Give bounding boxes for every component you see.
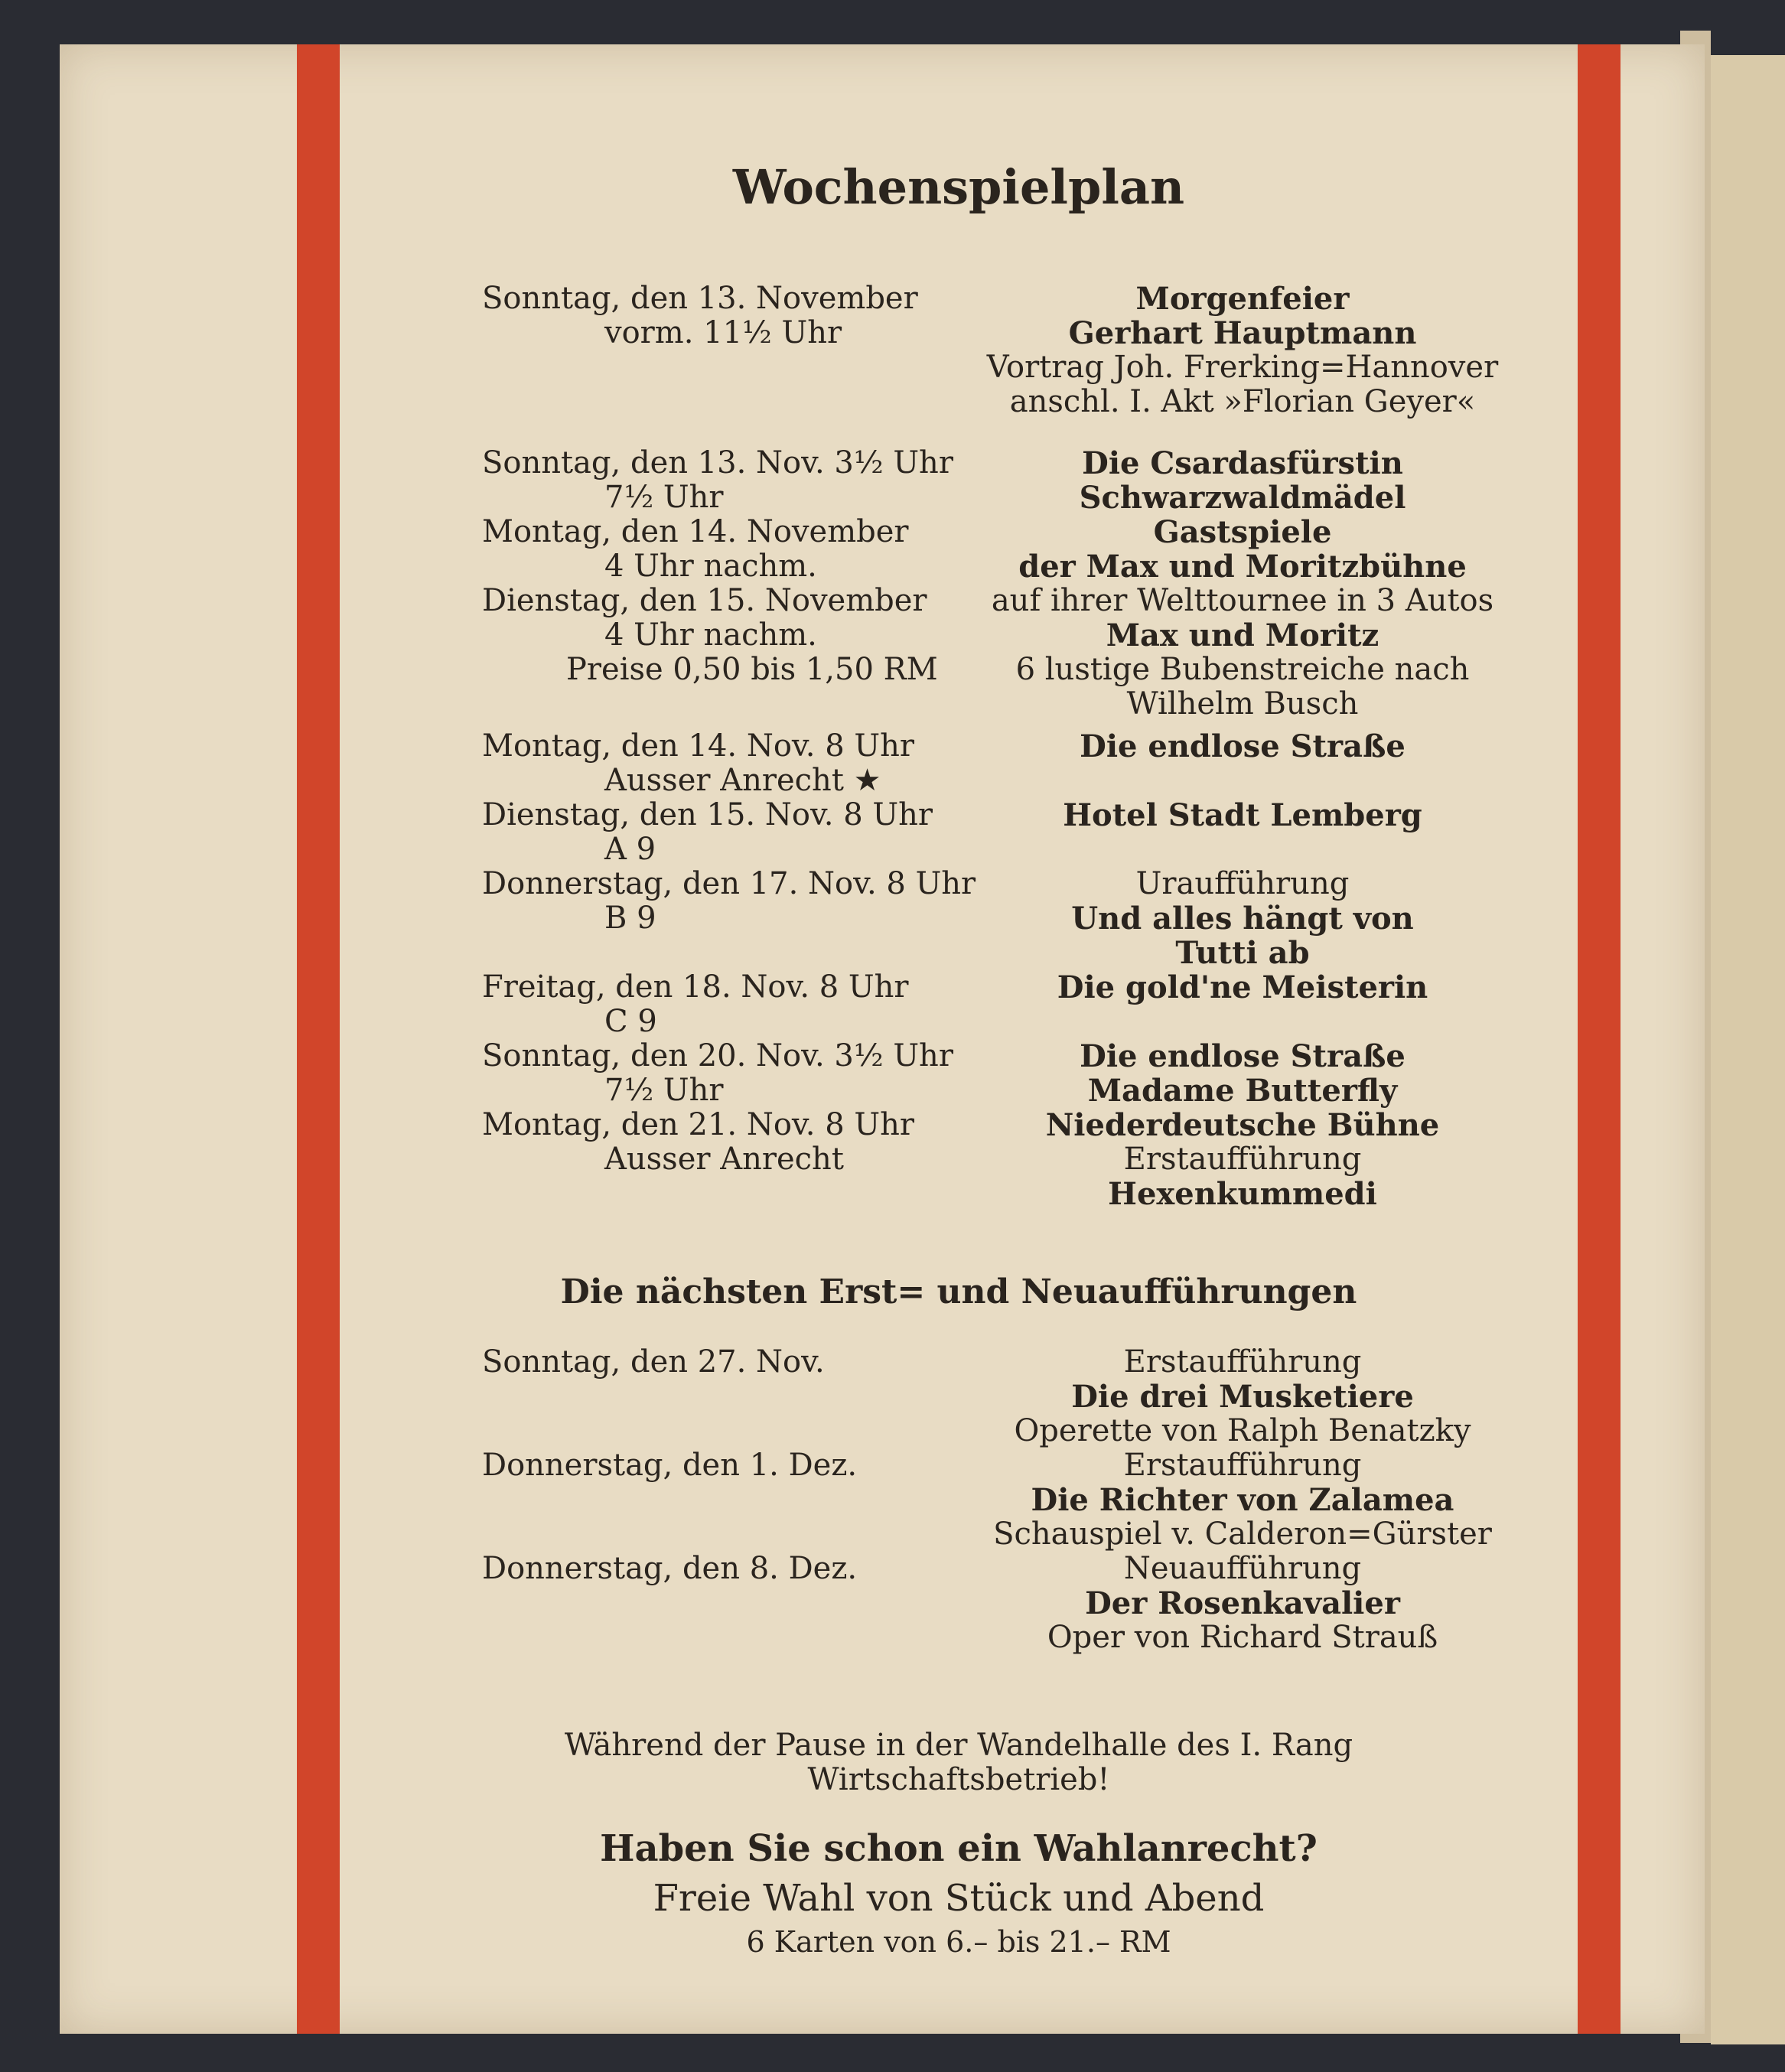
- notice-line-1: Während der Pause in der Wandelhalle des I. Rang: [564, 1728, 1353, 1763]
- program-line: 6 lustige Bubenstreiche nach: [1015, 652, 1470, 687]
- schedule-date: [482, 970, 1018, 1039]
- program-line: Die endlose Straße: [1080, 728, 1406, 764]
- schedule-date: [482, 867, 1018, 936]
- schedule-date-line: 7½ Uhr: [604, 1073, 724, 1108]
- program-line: Die endlose Straße: [1080, 1038, 1406, 1074]
- premiere-date: Donnerstag, den 1. Dez.: [482, 1448, 858, 1483]
- schedule-date-line: 4 Uhr nachm.: [604, 617, 817, 653]
- schedule-date-line: A 9: [604, 832, 656, 867]
- program-line: der Max und Moritzbühne: [1018, 549, 1467, 585]
- program-line: Gastspiele: [1153, 514, 1332, 550]
- program-line: Vortrag Joh. Frerking=Hannover: [986, 350, 1499, 385]
- premiere-program: [952, 1345, 1533, 1448]
- program-line: Morgenfeier: [1135, 281, 1350, 317]
- program-line: Und alles hängt von: [1071, 901, 1414, 937]
- schedule-date-line: C 9: [604, 1004, 657, 1039]
- program-line: Max und Moritz: [1106, 617, 1379, 653]
- schedule-date-line: 7½ Uhr: [604, 480, 724, 515]
- promo-line-3: 6 Karten von 6.– bis 21.– RM: [746, 1925, 1171, 1959]
- premiere-line: Die Richter von Zalamea: [1031, 1482, 1454, 1518]
- schedule-date-line: 4 Uhr nachm.: [604, 549, 817, 584]
- schedule-date: [482, 446, 1018, 515]
- premiere-line: Die drei Musketiere: [1071, 1379, 1414, 1415]
- program-line: Madame Butterfly: [1087, 1073, 1398, 1109]
- schedule-date: [482, 729, 1018, 798]
- facing-page-edge: [1711, 55, 1785, 2044]
- promo-line-2: Freie Wahl von Stück und Abend: [653, 1877, 1265, 1920]
- program-line: Schwarzwaldmädel: [1079, 480, 1406, 516]
- program-line: Uraufführung: [1135, 866, 1350, 901]
- schedule-date-line: Donnerstag, den 17. Nov. 8 Uhr: [482, 866, 976, 901]
- schedule-date-line: Ausser Anrecht: [604, 1142, 844, 1177]
- program-line: Hexenkummedi: [1108, 1176, 1377, 1212]
- premiere-program: [952, 1552, 1533, 1655]
- schedule-date-line: vorm. 11½ Uhr: [604, 315, 842, 350]
- program-line: Die gold'ne Meisterin: [1057, 969, 1428, 1005]
- premiere-line: Schauspiel v. Calderon=Gürster: [993, 1517, 1492, 1552]
- schedule-date: [482, 1039, 1018, 1108]
- page-content: [340, 44, 1578, 2034]
- program-line: Hotel Stadt Lemberg: [1063, 797, 1422, 833]
- schedule-date-line: Sonntag, den 20. Nov. 3½ Uhr: [482, 1038, 953, 1073]
- schedule-program: [952, 1108, 1533, 1211]
- schedule-date-line: Preise 0,50 bis 1,50 RM: [566, 652, 938, 687]
- schedule-program: [952, 446, 1533, 515]
- schedule-program: [952, 282, 1533, 419]
- schedule-program: [952, 515, 1533, 722]
- schedule-date-line: B 9: [604, 901, 656, 936]
- premiere-date: Sonntag, den 27. Nov.: [482, 1344, 825, 1380]
- schedule-date-line: Montag, den 21. Nov. 8 Uhr: [482, 1107, 914, 1142]
- schedule-date: [482, 282, 1018, 350]
- schedule-date-line: Dienstag, den 15. November: [482, 583, 927, 618]
- next-heading: Die nächsten Erst= und Neuaufführungen: [560, 1272, 1357, 1311]
- premiere-line: Oper von Richard Strauß: [1047, 1620, 1438, 1655]
- program-line: Erstaufführung: [1123, 1142, 1362, 1177]
- left-red-stripe: [297, 44, 340, 2034]
- page-title: Wochenspielplan: [732, 159, 1185, 215]
- schedule-program: [952, 798, 1533, 832]
- premiere-line: Der Rosenkavalier: [1085, 1585, 1400, 1621]
- notice-line-2: Wirtschaftsbetrieb!: [807, 1762, 1110, 1797]
- schedule-program: [952, 1039, 1533, 1108]
- schedule-date-line: Ausser Anrecht ★: [604, 763, 881, 798]
- schedule-date: [482, 798, 1018, 867]
- schedule-program: [952, 970, 1533, 1005]
- premiere-line: Neuaufführung: [1123, 1551, 1362, 1586]
- premiere-line: Erstaufführung: [1123, 1344, 1362, 1380]
- program-line: Gerhart Hauptmann: [1068, 315, 1417, 351]
- program-line: auf ihrer Welttournee in 3 Autos: [991, 583, 1494, 618]
- schedule-program: [952, 867, 1533, 970]
- schedule-date-line: Montag, den 14. November: [482, 514, 909, 549]
- right-red-stripe: [1578, 44, 1621, 2034]
- program-line: Die Csardasfürstin: [1082, 445, 1403, 481]
- schedule-date-line: Freitag, den 18. Nov. 8 Uhr: [482, 969, 909, 1005]
- program-line: Niederdeutsche Bühne: [1045, 1107, 1440, 1143]
- schedule-date-line: Sonntag, den 13. Nov. 3½ Uhr: [482, 445, 953, 481]
- premiere-line: Erstaufführung: [1123, 1448, 1362, 1483]
- schedule-date: [482, 515, 1018, 687]
- schedule-date-line: Dienstag, den 15. Nov. 8 Uhr: [482, 797, 933, 832]
- promo-headline: Haben Sie schon ein Wahlanrecht?: [600, 1827, 1318, 1870]
- schedule-program: [952, 729, 1533, 764]
- premiere-program: [952, 1448, 1533, 1552]
- premiere-date: Donnerstag, den 8. Dez.: [482, 1551, 858, 1586]
- schedule-date-line: Sonntag, den 13. November: [482, 281, 918, 316]
- premiere-line: Operette von Ralph Benatzky: [1014, 1413, 1471, 1448]
- schedule-date: [482, 1108, 1018, 1177]
- program-line: Wilhelm Busch: [1126, 686, 1359, 722]
- program-line: anschl. I. Akt »Florian Geyer«: [1009, 384, 1476, 419]
- schedule-date-line: Montag, den 14. Nov. 8 Uhr: [482, 728, 914, 764]
- program-line: Tutti ab: [1175, 935, 1310, 971]
